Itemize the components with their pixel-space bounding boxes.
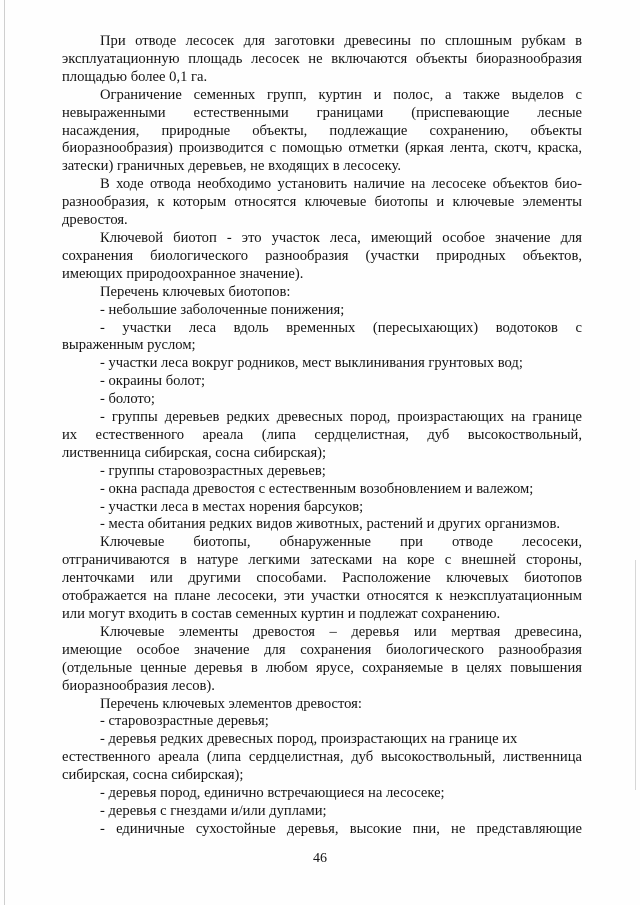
text-line: - деревья пород, единично встречающиеся на лесосеке; xyxy=(100,785,445,802)
text-line: (отдельные ценные деревья в любом ярусе, сохраняемые в целях повышения xyxy=(62,659,582,676)
text-line: - деревья редких древесных пород, произрастающих на границе их xyxy=(100,731,518,748)
text-line: - участки леса вдоль временных (пересыхающих) водотоков с xyxy=(100,319,582,336)
text-line: - единичные сухостойные деревья, высокие пни, не представляющие xyxy=(100,820,582,837)
text-line: сибирская, сосна сибирская); xyxy=(62,767,244,784)
text-line: их естественного ареала (липа сердцелистная, дуб высокоствольный, xyxy=(62,426,582,443)
text-line: отображается на плане лесосеки, эти участки относятся к неэксплуатационным xyxy=(62,588,582,605)
text-line: ленточками или другими способами. Расположение ключевых биотопов xyxy=(62,570,582,587)
text-line: В ходе отвода необходимо установить наличие на лесосеке объектов био- xyxy=(100,176,582,193)
text-line: Перечень ключевых элементов древостоя: xyxy=(100,695,362,712)
text-line: - места обитания редких видов животных, растений и других организмов. xyxy=(100,516,560,533)
text-line: сохранения биологического разнообразия (участки природных объектов, xyxy=(62,247,582,264)
text-line: насаждения, природные объекты, подлежащие сохранению, объекты xyxy=(62,122,582,139)
text-line: - окна распада древостоя с естественным возобновлением и валежом; xyxy=(100,480,534,497)
text-line: - группы старовозрастных деревьев; xyxy=(100,462,326,479)
text-line: Ключевой биотоп - это участок леса, имеющий особое значение для xyxy=(100,229,582,246)
page-number: 46 xyxy=(313,851,327,866)
text-line: - окраины болот; xyxy=(100,373,206,390)
text-line: эксплуатационную площадь лесосек не включаются объекты биоразнообразия xyxy=(62,50,582,67)
text-line: древостоя. xyxy=(62,212,128,229)
text-line: или могут входить в состав семенных куртин и подлежат сохранению. xyxy=(62,606,501,622)
text-line: имеющих природоохранное значение). xyxy=(62,265,304,282)
page-edge-left xyxy=(4,0,5,905)
text-line: Перечень ключевых биотопов: xyxy=(100,283,291,300)
text-line: площадью более 0,1 га. xyxy=(62,68,208,85)
text-line: лиственница сибирская, сосна сибирская); xyxy=(62,444,327,461)
text-line: - старовозрастные деревья; xyxy=(100,713,269,730)
text-line: Ограничение семенных групп, куртин и полос, а также выделов с xyxy=(100,86,582,103)
text-line: биоразнообразия лесов). xyxy=(62,677,215,694)
text-line: При отводе лесосек для заготовки древесины по сплошным рубкам в xyxy=(100,33,582,49)
text-line: Ключевые элементы древостоя – деревья или мертвая древесина, xyxy=(100,623,582,640)
text-line: - участки леса в местах норения барсуков; xyxy=(100,498,364,515)
text-line: - небольшие заболоченные понижения; xyxy=(100,301,345,318)
text-line: выраженным руслом; xyxy=(62,337,196,354)
text-line: - болото; xyxy=(100,391,155,408)
page-edge-right xyxy=(635,560,636,790)
text-line: - участки леса вокруг родников, мест выклинивания грунтовых вод; xyxy=(100,355,523,372)
text-line: биоразнообразия) производится с помощью отметки (яркая лента, скотч, краска, xyxy=(62,140,582,157)
text-line: естественного ареала (липа сердцелистная, дуб высокоствольный, лиственница xyxy=(62,749,582,766)
text-line: затески) граничных деревьев, не входящих в лесосеку. xyxy=(62,158,402,175)
text-line: невыраженными естественными границами (приспевающие лесные xyxy=(62,104,582,121)
text-line: - деревья с гнездами и/или дуплами; xyxy=(100,802,327,819)
text-line: имеющие особое значение для сохранения биологического разнообразия xyxy=(62,641,582,658)
body-text xyxy=(62,33,582,839)
text-line: Ключевые биотопы, обнаруженные при отводе лесосеки, xyxy=(100,534,582,551)
text-line: отграничиваются в натуре легкими затесками на коре с внешней стороны, xyxy=(62,552,582,569)
text-line: - группы деревьев редких древесных пород, произрастающих на границе xyxy=(100,409,582,426)
text-line: разнообразия, к которым относятся ключевые биотопы и ключевые элементы xyxy=(62,194,582,211)
